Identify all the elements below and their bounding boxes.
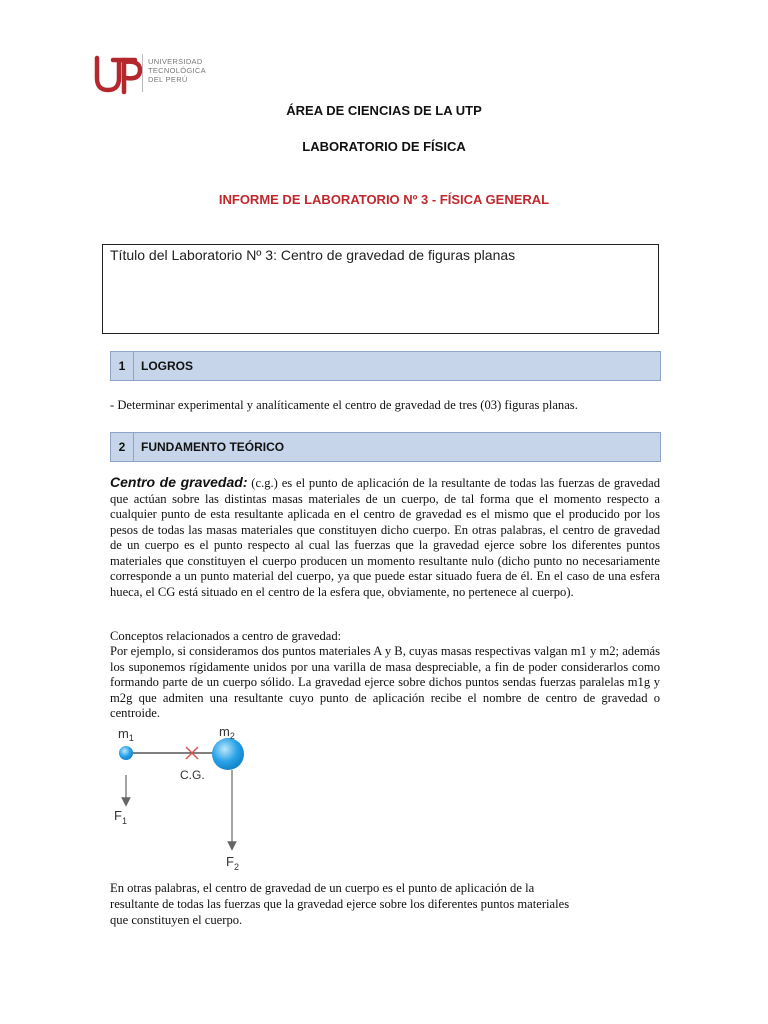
label-m1: $m_1$ — [118, 726, 134, 743]
logo-line-2: TECNOLÓGICA — [148, 66, 206, 75]
section-label: LOGROS — [141, 359, 194, 373]
section-number: 2 — [111, 433, 134, 461]
fundamento-text-1: (c.g.) es el punto de aplicación de la resultante de todas las fuerzas de gravedad que actúan sobre las distintas masas materiales de un cuerpo, de tal forma que el momento respecto a cualquier punto de esta resultante aplicada en el centro de gravedad es el mismo que el producido por los pesos de todas las masas materiales que constituyen dicho cuerpo. En otras palabras, el centro de gravedad de un cuerpo es el punto respecto al cual las fuerzas que la gravedad ejerce sobre los diferentes puntos materiales que constituyen el cuerpo producen un momento resultante nulo (dicho punto no necesariamente corresponde a un punto material del cuerpo, ya que puede estar situado fuera de él. En el caso de una esfera hueca, el CG está situado en el centro de la esfera que, obviamente, no pertenece al cuerpo). — [110, 476, 660, 599]
logo-line-1: UNIVERSIDAD — [148, 57, 203, 66]
section-logros-header — [110, 351, 661, 381]
logo-text — [148, 57, 206, 84]
mass-1 — [119, 746, 133, 760]
logo-divider — [142, 54, 143, 92]
logo-line-3: DEL PERÚ — [148, 75, 188, 84]
section-fundamento-header — [110, 432, 661, 462]
header-area: ÁREA DE CIENCIAS DE LA UTP — [286, 103, 482, 118]
closing-paragraph: En otras palabras, el centro de gravedad de un cuerpo es el punto de aplicación de la resultante de todas las fuerzas que la gravedad ejerce sobre los diferentes puntos materiales que constituyen el cuerpo. — [110, 881, 570, 927]
fundamento-paragraph-2-title: Conceptos relacionados a centro de gravedad: — [110, 629, 342, 643]
fundamento-paragraph-1 — [110, 475, 660, 600]
header-report: INFORME DE LABORATORIO Nº 3 - FÍSICA GENERAL — [218, 192, 550, 207]
mass-2 — [212, 738, 244, 770]
cg-term: Centro de gravedad: — [110, 474, 248, 490]
fundamento-paragraph-2: Por ejemplo, si consideramos dos puntos materiales A y B, cuyas masas respectivas valgan m1 y m2; además los suponemos rígidamente unidos por una varilla de masa despreciable, a fin de poder considerarlos como formando parte de un cuerpo sólido. La gravedad ejerce sobre dichos puntos sendas fuerzas paralelas m1g y m2g que admiten una resultante cuyo punto de aplicación recibe el nombre de centro de gravedad o centroide. — [110, 644, 660, 720]
section-number: 1 — [111, 352, 134, 380]
header-lab: LABORATORIO DE FÍSICA — [302, 139, 466, 154]
label-f2: $F_2$ — [226, 854, 239, 872]
label-f1: $F_1$ — [114, 808, 127, 826]
logros-text: - Determinar experimental y analíticamente el centro de gravedad de tres (03) figuras planas. — [110, 398, 578, 412]
label-cg: C.G. — [180, 768, 205, 782]
section-label: FUNDAMENTO TEÓRICO — [141, 440, 285, 454]
cg-diagram — [108, 720, 268, 880]
lab-title-text: Título del Laboratorio Nº 3: Centro de gravedad de figuras planas — [110, 247, 516, 263]
lab-title-box — [102, 244, 659, 334]
label-m2: $m_2$ — [219, 724, 235, 741]
